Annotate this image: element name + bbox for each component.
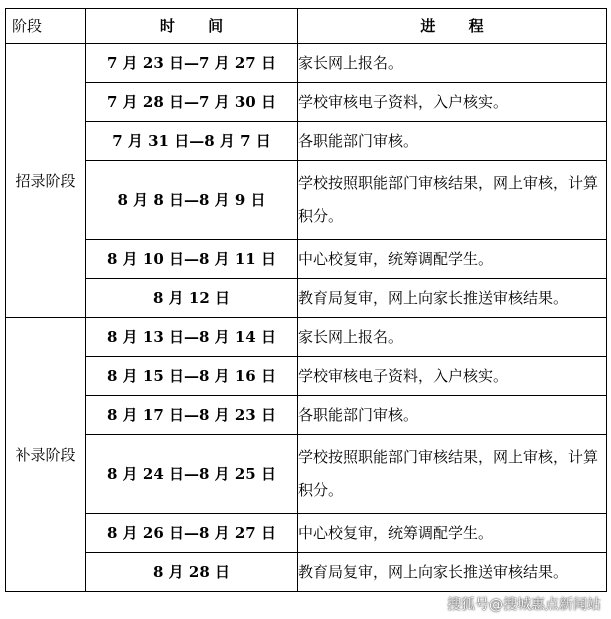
progress-cell: 教育局复审，网上向家长推送审核结果。 (298, 553, 607, 592)
time-cell: 8 月 17 日—8 月 23 日 (86, 396, 298, 435)
table-row (6, 279, 607, 318)
table-row (6, 44, 607, 83)
table-row (6, 240, 607, 279)
header-progress: 进 程 (298, 9, 607, 44)
progress-cell: 家长网上报名。 (298, 44, 607, 83)
time-cell: 8 月 28 日 (86, 553, 298, 592)
header-stage: 阶段 (6, 9, 86, 44)
schedule-table (5, 8, 607, 592)
table-row (6, 122, 607, 161)
watermark-text: 搜狐号@搜城惠点新闻站 (447, 597, 601, 613)
time-cell: 8 月 12 日 (86, 279, 298, 318)
table-row (6, 396, 607, 435)
progress-cell: 中心校复审，统筹调配学生。 (298, 240, 607, 279)
time-cell: 7 月 31 日—8 月 7 日 (86, 122, 298, 161)
table-row (6, 318, 607, 357)
progress-cell: 学校审核电子资料，入户核实。 (298, 357, 607, 396)
time-cell: 7 月 28 日—7 月 30 日 (86, 83, 298, 122)
progress-cell: 各职能部门审核。 (298, 396, 607, 435)
time-cell: 8 月 26 日—8 月 27 日 (86, 514, 298, 553)
time-cell: 8 月 13 日—8 月 14 日 (86, 318, 298, 357)
progress-cell: 学校审核电子资料，入户核实。 (298, 83, 607, 122)
progress-cell: 各职能部门审核。 (298, 122, 607, 161)
time-cell: 7 月 23 日—7 月 27 日 (86, 44, 298, 83)
stage-cell-supplementary: 补录阶段 (6, 318, 86, 592)
table-header-row (6, 9, 607, 44)
progress-cell: 中心校复审，统筹调配学生。 (298, 514, 607, 553)
progress-cell: 学校按照职能部门审核结果，网上审核，计算积分。 (298, 161, 607, 240)
time-cell: 8 月 10 日—8 月 11 日 (86, 240, 298, 279)
schedule-document (5, 8, 607, 592)
table-row (6, 514, 607, 553)
progress-cell: 学校按照职能部门审核结果，网上审核，计算积分。 (298, 435, 607, 514)
table-row (6, 435, 607, 514)
table-row (6, 357, 607, 396)
table-row (6, 553, 607, 592)
progress-cell: 教育局复审，网上向家长推送审核结果。 (298, 279, 607, 318)
time-cell: 8 月 24 日—8 月 25 日 (86, 435, 298, 514)
table-row (6, 83, 607, 122)
header-time: 时 间 (86, 9, 298, 44)
time-cell: 8 月 15 日—8 月 16 日 (86, 357, 298, 396)
progress-cell: 家长网上报名。 (298, 318, 607, 357)
table-row (6, 161, 607, 240)
time-cell: 8 月 8 日—8 月 9 日 (86, 161, 298, 240)
stage-cell-enrollment: 招录阶段 (6, 44, 86, 318)
